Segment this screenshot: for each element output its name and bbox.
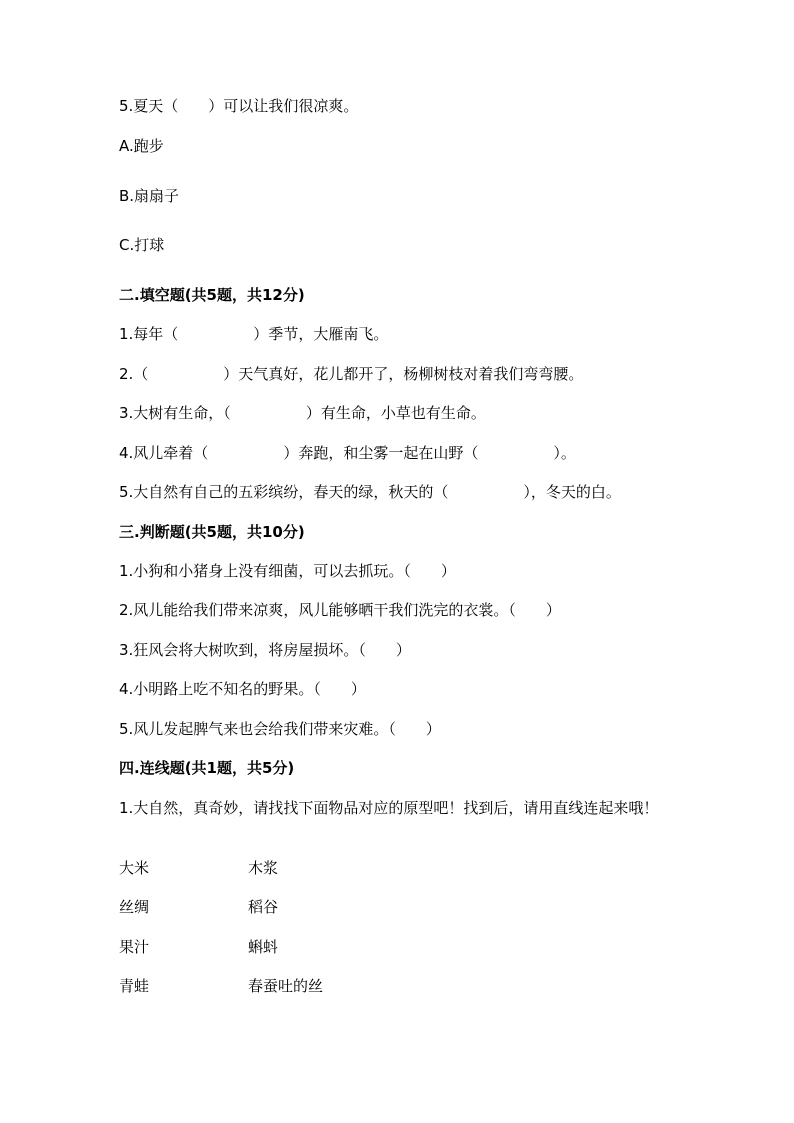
option-c: C.打球 <box>119 236 165 254</box>
fill-blank-item-1: 1.每年（ ）季节，大雁南飞。 <box>119 325 389 343</box>
matching-left-item-3: 果汁 <box>119 938 150 956</box>
matching-right-item-4: 春蚕吐的丝 <box>248 977 324 995</box>
matching-right-item-2: 稻谷 <box>248 898 279 916</box>
matching-right-item-3: 蝌蚪 <box>248 938 279 956</box>
fill-blank-item-2: 2.（ ）天气真好，花儿都开了，杨柳树枝对着我们弯弯腰。 <box>119 365 584 383</box>
matching-left-item-1: 大米 <box>119 859 150 877</box>
section-title-fill-blank: 二.填空题(共5题，共12分) <box>119 286 305 304</box>
fill-blank-item-4: 4.风儿牵着（ ）奔跑，和尘雾一起在山野（ ）。 <box>119 444 576 462</box>
true-false-item-2: 2.风儿能给我们带来凉爽，风儿能够晒干我们洗完的衣裳。（ ） <box>119 601 561 619</box>
true-false-item-4: 4.小明路上吃不知名的野果。（ ） <box>119 680 366 698</box>
true-false-item-3: 3.狂风会将大树吹到，将房屋损坏。（ ） <box>119 641 411 659</box>
matching-right-item-1: 木浆 <box>248 859 279 877</box>
section-title-true-false: 三.判断题(共5题，共10分) <box>119 523 305 541</box>
matching-left-item-4: 青蛙 <box>119 977 150 995</box>
option-a: A.跑步 <box>119 137 164 155</box>
matching-left-item-2: 丝绸 <box>119 898 150 916</box>
fill-blank-item-5: 5.大自然有自己的五彩缤纷，春天的绿，秋天的（ ），冬天的白。 <box>119 483 621 501</box>
true-false-item-5: 5.风儿发起脾气来也会给我们带来灾难。（ ） <box>119 720 441 738</box>
fill-blank-item-3: 3.大树有生命，（ ）有生命，小草也有生命。 <box>119 404 486 422</box>
question-text: 5.夏天（ ）可以让我们很凉爽。 <box>119 97 359 115</box>
matching-question: 1.大自然，真奇妙，请找找下面物品对应的原型吧！找到后，请用直线连起来哦！ <box>119 799 659 817</box>
option-b: B.扇扇子 <box>119 187 180 205</box>
true-false-item-1: 1.小狗和小猪身上没有细菌，可以去抓玩。（ ） <box>119 562 456 580</box>
section-title-matching: 四.连线题(共1题，共5分) <box>119 759 295 777</box>
